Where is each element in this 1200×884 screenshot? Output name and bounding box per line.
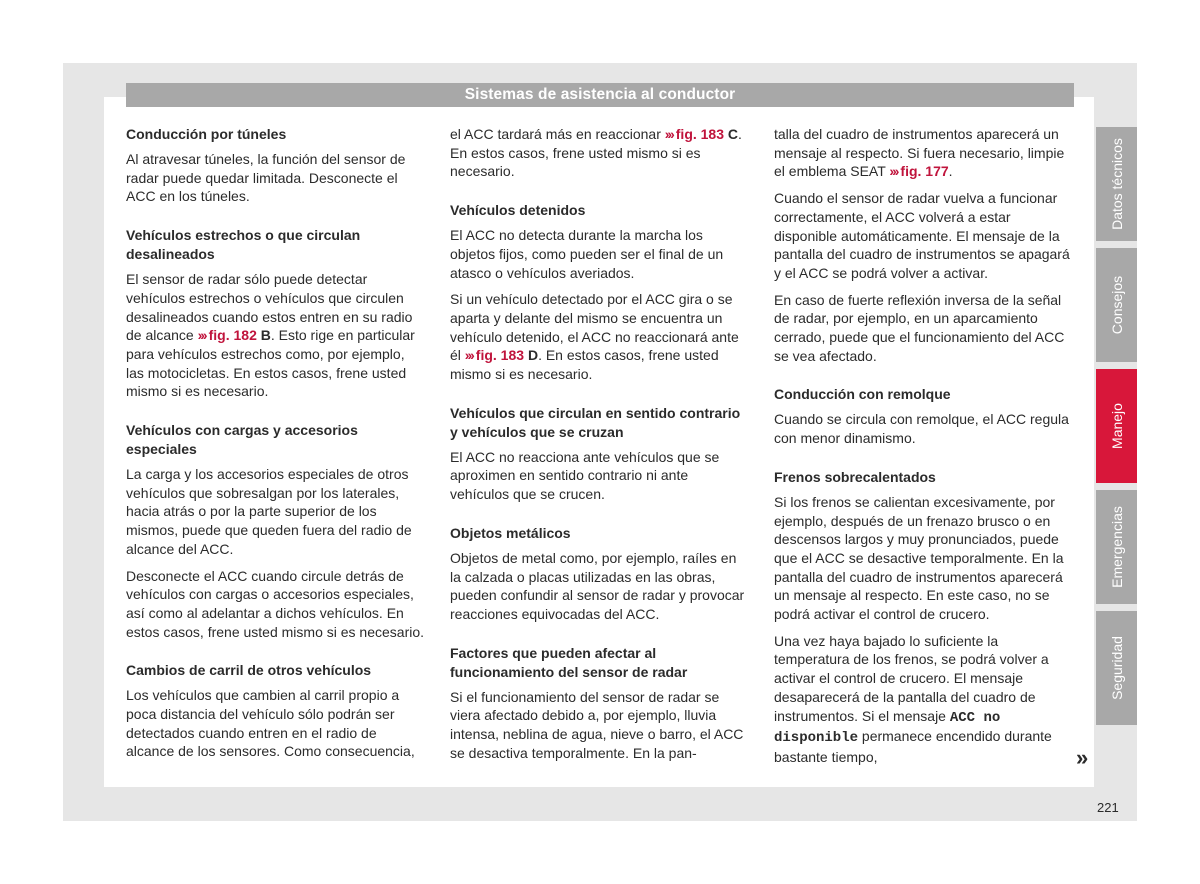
paragraph: Objetos de metal como, por ejemplo, raíles en la calzada o placas utilizadas en las obras, pueden confundir al sensor de radar y provocar reacciones equivocadas del ACC.	[450, 549, 745, 622]
tab-label: Manejo	[1108, 403, 1125, 449]
paragraph: La carga y los accesorios especiales de otros vehículos que sobresalgan por los laterales, hacia atrás o por la parte superior de los mismos, puede que queden fuera del radio de alcance del ACC.	[126, 466, 412, 557]
text-run: Si un vehículo detectado por el ACC gira o se aparta y delante del mismo se encuentra un vehículo detenido, el ACC no reaccionará ante él	[450, 291, 739, 364]
paragraph: Cuando se circula con remolque, el ACC regula con menor dinamismo.	[774, 411, 1069, 447]
tab-label: Emergencias	[1108, 506, 1125, 588]
text-run: el ACC tardará más en reaccionar	[450, 126, 661, 142]
paragraph: Desconecte el ACC cuando circule detrás de vehículos con cargas o accesorios especiales, así como al adelantar a dichos vehículos. En estos casos, frene usted mismo si es necesario.	[126, 567, 425, 640]
heading-remolque: Conducción con remolque	[774, 386, 951, 403]
ref-arrows-icon: ›››	[664, 126, 673, 142]
tab-manejo[interactable]	[1096, 369, 1137, 483]
heading-frenos-sobrecalentados: Frenos sobrecalentados	[774, 468, 936, 485]
paragraph: Si el funcionamiento del sensor de radar se viera afectado debido a, por ejemplo, lluvia intensa, neblina de agua, nieve o barro, el ACC se desactiva temporalmente. En la pan-	[450, 688, 744, 761]
ref-arrows-icon: ›››	[197, 327, 206, 344]
fig-182-link[interactable]: fig. 182	[208, 327, 257, 344]
text-run: El sensor de radar sólo puede detectar vehículos estrechos o vehículos que circulen desalineados cuando estos entren en su radio de alcance	[126, 271, 413, 344]
tab-label: Datos técnicos	[1108, 138, 1125, 230]
paragraph	[126, 270, 426, 401]
paragraph: Cuando el sensor de radar vuelva a funcionar correctamente, el ACC volverá a estar disponible automáticamente. El mensaje de la pantalla del cuadro de instrumentos se apagará y el ACC se podrá volver a activar.	[774, 190, 1070, 281]
tab-datos-tecnicos[interactable]	[1096, 127, 1137, 241]
text-run: talla del cuadro de instrumentos aparecerá un mensaje al respecto. Si fuera necesario, limpie el emblema SEAT	[774, 126, 1065, 180]
paragraph: Si los frenos se calientan excesivamente, por ejemplo, después de un frenazo brusco o en descensos largos y muy pronunciados, puede que el ACC se desactive temporalmente. En la pantalla del cuadro de instrumentos aparecerá un mensaje al respecto. En este caso, no se podrá activar el control de crucero.	[774, 493, 1064, 623]
heading-objetos-metalicos: Objetos metálicos	[450, 524, 571, 541]
fig-letter: D	[527, 347, 539, 364]
paragraph	[450, 290, 750, 384]
text-run: Una vez haya bajado lo suficiente la temperatura de los frenos, se podrá volver a activar el control de crucero. El mensaje desaparecerá de la pantalla del cuadro de instrumentos. Si el mensaje	[774, 632, 1049, 724]
text-run: . En estos casos, frene usted mismo si es necesario.	[450, 126, 742, 180]
paragraph: Los vehículos que cambien al carril propio a poca distancia del vehículo sólo podrán ser detectados cuando entren en el radio de alcance de los sensores. Como consecuencia,	[126, 687, 415, 760]
fig-177-link[interactable]: fig. 177	[900, 163, 949, 180]
text-run: .	[948, 163, 953, 180]
fig-183-link[interactable]: fig. 183	[475, 347, 525, 364]
text-column-1	[126, 125, 426, 769]
tab-seguridad[interactable]	[1096, 611, 1137, 725]
heading-sentido-contrario: Vehículos que circulan en sentido contrario y vehículos que se cruzan	[450, 404, 741, 440]
continue-arrow-icon: »	[1076, 745, 1089, 770]
heading-factores-sensor: Factores que pueden afectar al funcionamiento del sensor de radar	[450, 644, 688, 680]
tab-emergencias[interactable]	[1096, 490, 1137, 604]
paragraph	[774, 125, 1074, 181]
paragraph: En caso de fuerte reflexión inversa de la señal de radar, por ejemplo, en un aparcamiento cerrado, puede que el funcionamiento del ACC se vea afectado.	[774, 291, 1065, 364]
fig-letter: B	[260, 327, 271, 344]
heading-cambios-carril: Cambios de carril de otros vehículos	[126, 662, 372, 679]
text-run: . Esto rige en particular para vehículos estrechos como, por ejemplo, las motocicletas. En estos casos, frene usted mismo si es necesario.	[126, 327, 415, 400]
heading-cargas-accesorios: Vehículos con cargas y accesorios especiales	[126, 422, 358, 458]
display-message: ACC no disponible	[774, 709, 1001, 747]
text-run: . En estos casos, frene usted mismo si es necesario.	[450, 347, 719, 383]
text-column-3	[774, 125, 1074, 775]
fig-183-link[interactable]: fig. 183	[675, 126, 725, 142]
tab-label: Consejos	[1108, 275, 1125, 335]
section-title: Sistemas de asistencia al conductor	[464, 86, 736, 103]
paragraph	[450, 125, 750, 181]
ref-arrows-icon: ›››	[464, 347, 473, 364]
ref-arrows-icon: ›››	[889, 163, 898, 180]
paragraph	[774, 632, 1074, 767]
section-header	[126, 83, 1074, 107]
page-number: 221	[1097, 800, 1119, 815]
paragraph: El ACC no detecta durante la marcha los objetos fijos, como pueden ser el final de un atasco o vehículos averiados.	[450, 227, 724, 281]
heading-vehiculos-estrechos: Vehículos estrechos o que circulan desalineados	[126, 227, 361, 263]
text-run: permanece encendido durante bastante tiempo,	[774, 728, 1052, 765]
tab-consejos[interactable]	[1096, 248, 1137, 362]
text-column-2	[450, 125, 750, 770]
paragraph: El ACC no reacciona ante vehículos que se aproximen en sentido contrario ni ante vehículos que se crucen.	[450, 448, 720, 503]
heading-tuneles: Conducción por túneles	[126, 126, 287, 142]
heading-vehiculos-detenidos: Vehículos detenidos	[450, 202, 586, 219]
paragraph: Al atravesar túneles, la función del sensor de radar puede quedar limitada. Desconecte el ACC en los túneles.	[126, 151, 406, 205]
fig-letter: C	[727, 126, 739, 142]
tab-label: Seguridad	[1108, 636, 1125, 700]
